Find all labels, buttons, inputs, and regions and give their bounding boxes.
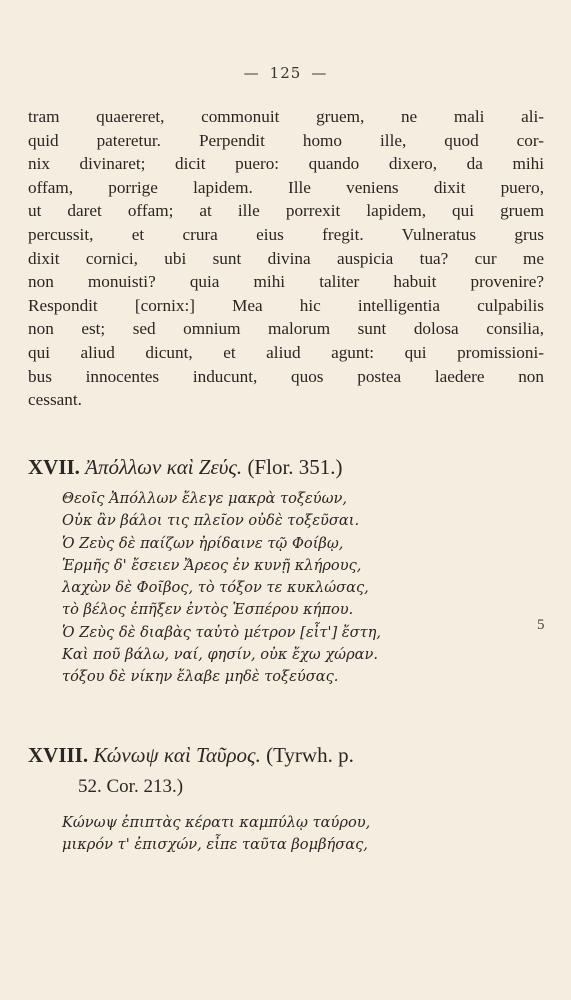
verse-line: λαχὼν δὲ Φοῖβος, τὸ τόξον τε κυκλώσας, xyxy=(62,579,369,597)
prose-line: bus innocentes inducunt, quos postea laedere non xyxy=(28,366,544,386)
verse-line: Οὐκ ἂν βάλοι τις πλεῖον οὐδὲ τοξεῦσαι. xyxy=(62,512,360,530)
fable-18-source-continued: 52. Cor. 213.) xyxy=(78,776,184,797)
verse-line: Κώνωψ ἐπιπτὰς κέρατι καμπύλῳ ταύρου, xyxy=(62,814,371,831)
prose-line: percussit, et crura eius fregit. Vulneratus grus xyxy=(28,224,544,244)
fable-18-heading xyxy=(28,743,354,768)
prose-line: cessant. xyxy=(28,390,82,410)
prose-line: ut daret offam; at ille porrexit lapidem, qui gruem xyxy=(28,201,544,221)
verse-line: Ἑρμῆς δ' ἔσειεν Ἄρεος ἐν κυνῇ κλήρους, xyxy=(62,556,362,574)
fable-18-verses xyxy=(62,812,370,857)
fable-17-numeral: XVII. xyxy=(28,455,80,479)
latin-prose xyxy=(28,105,544,412)
prose-line: non est; sed omnium malorum sunt dolosa consilia, xyxy=(28,319,544,339)
verse-line: Θεοῖς Ἀπόλλων ἔλεγε μακρὰ τοξεύων, xyxy=(62,490,348,507)
verse-line: μικρόν τ' ἐπισχών, εἶπε ταῦτα βομβήσας, xyxy=(62,836,368,854)
header-dash-right: — xyxy=(311,64,328,82)
prose-line: tram quaereret, commonuit gruem, ne mali ali- xyxy=(28,107,544,126)
prose-line: qui aliud dicunt, et aliud agunt: qui promissioni- xyxy=(28,342,544,362)
verse-line: τόξου δὲ νίκην ἔλαβε μηδὲ τοξεύσας. xyxy=(62,668,339,686)
fable-17-heading xyxy=(28,455,343,480)
page-header xyxy=(0,64,571,82)
verse-line-number: 5 xyxy=(537,617,545,633)
fable-17-source: (Flor. 351.) xyxy=(247,455,343,479)
verse-line: Ὁ Ζεὺς δὲ διαβὰς ταὐτὸ μέτρον [εἶτ'] ἔστη, xyxy=(62,623,382,641)
prose-line: Respondit [cornix:] Mea hic intelligentia culpabilis xyxy=(28,295,544,315)
fable-18-title: Κώνωψ καὶ Ταῦρος. xyxy=(93,743,261,767)
verse-line: Καὶ ποῦ βάλω, ναί, φησίν, οὐκ ἔχω χώραν. xyxy=(62,646,379,664)
fable-18-numeral: XVIII. xyxy=(28,743,89,767)
prose-line: non monuisti? quia mihi taliter habuit provenire? xyxy=(28,272,544,292)
fable-17-verses xyxy=(62,488,381,689)
verse-line: Ὁ Ζεὺς δὲ παίζων ἠρίδαινε τῷ Φοίβῳ, xyxy=(62,534,344,552)
prose-line: offam, porrige lapidem. Ille veniens dixit puero, xyxy=(28,177,544,197)
header-dash-left: — xyxy=(243,64,260,82)
prose-line: nix divinaret; dicit puero: quando dixero, da mihi xyxy=(28,154,544,174)
prose-line: quid pateretur. Perpendit homo ille, quod cor- xyxy=(28,130,544,150)
page-number: 125 xyxy=(269,64,302,82)
verse-line: τὸ βέλος ἐπῆξεν ἐντὸς Ἑσπέρου κήπου. xyxy=(62,601,354,619)
fable-18-source: (Tyrwh. p. xyxy=(266,743,354,767)
prose-line: dixit cornici, ubi sunt divina auspicia tua? cur me xyxy=(28,248,544,268)
fable-17-title: Ἀπόλλων καὶ Ζεύς. xyxy=(85,455,243,479)
